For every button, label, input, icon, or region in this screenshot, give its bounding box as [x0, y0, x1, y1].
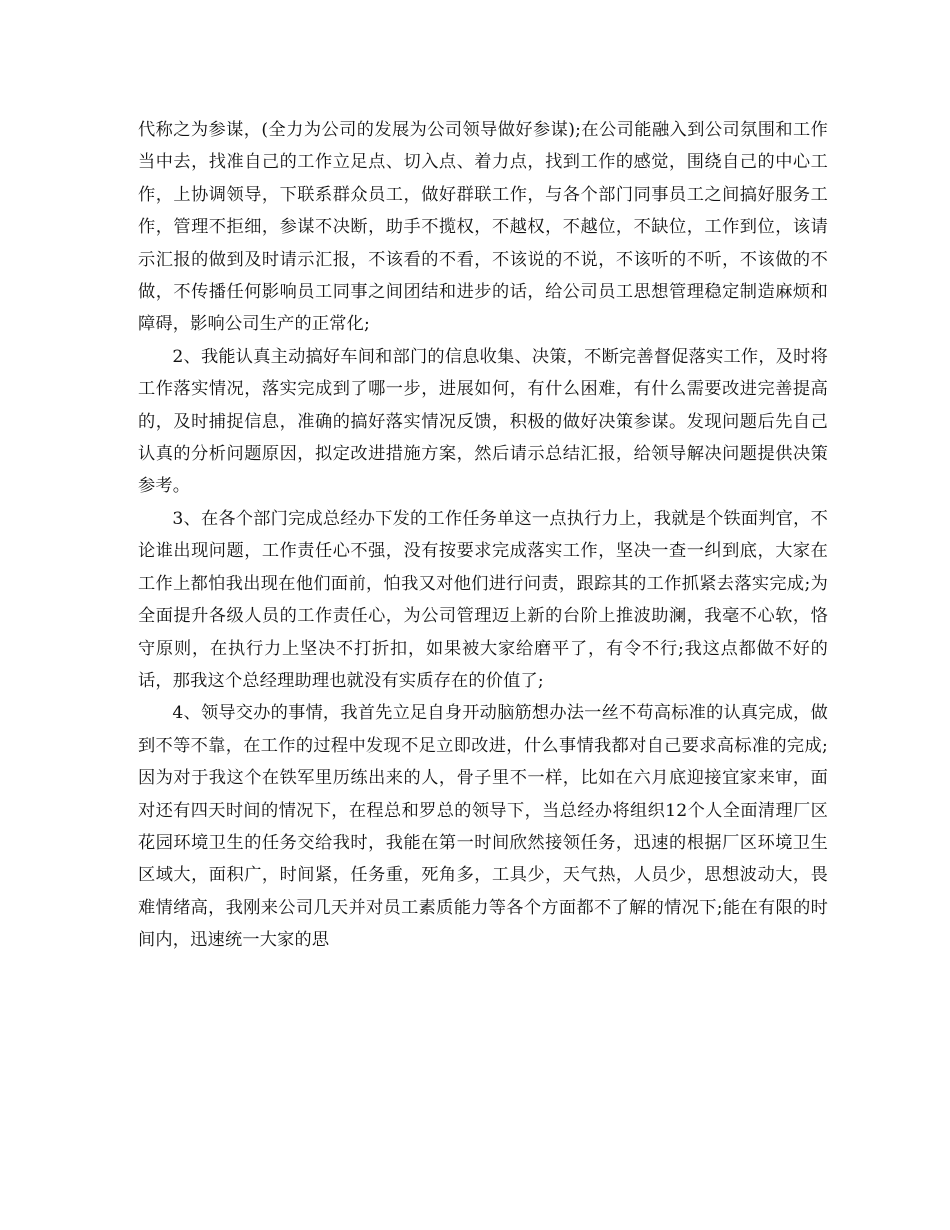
- paragraph-2: 2、我能认真主动搞好车间和部门的信息收集、决策，不断完善督促落实工作，及时将工作落实情况，落实完成到了哪一步，进展如何，有什么困难，有什么需要改进完善提高的，及时捕捉信息，准确的搞好落实情况反馈，积极的做好决策参谋。发现问题后先自己认真的分析问题原因，拟定改进措施方案，然后请示总结汇报，给领导解决问题提供决策参考。: [138, 346, 828, 497]
- paragraph-1: 代称之为参谋，(全力为公司的发展为公司领导做好参谋);在公司能融入到公司氛围和工作当中去，找准自己的工作立足点、切入点、着力点，找到工作的感觉，围绕自己的中心工作，上协调领导，下联系群众员工，做好群联工作，与各个部门同事员工之间搞好服务工作，管理不拒细，参谋不决断，助手不揽权，不越权，不越位，不缺位，工作到位，该请示汇报的做到及时请示汇报，不该看的不看，不该说的不说，不该听的不听，不该做的不做，不传播任何影响员工同事之间团结和进步的话，给公司员工思想管理稳定制造麻烦和障碍，影响公司生产的正常化;: [138, 120, 828, 335]
- document-body: [138, 114, 828, 957]
- paragraph-4: 4、领导交办的事情，我首先立足自身开动脑筋想办法一丝不苟高标准的认真完成，做到不等不靠，在工作的过程中发现不足立即改进，什么事情我都对自己要求高标准的完成;因为对于我这个在铁军里历练出来的人，骨子里不一样，比如在六月底迎接宜家来审，面对还有四天时间的情况下，在程总和罗总的领导下，当总经办将组织12个人全面清理厂区花园环境卫生的任务交给我时，我能在第一时间欣然接领任务，迅速的根据厂区环境卫生区域大，面积广，时间紧，任务重，死角多，工具少，天气热，人员少，思想波动大，畏难情绪高，我刚来公司几天并对员工素质能力等各个方面都不了解的情况下;能在有限的时间内，迅速统一大家的思: [138, 703, 828, 951]
- paragraph-3: 3、在各个部门完成总经办下发的工作任务单这一点执行力上，我就是个铁面判官，不论谁出现问题，工作责任心不强，没有按要求完成落实工作，坚决一查一纠到底，大家在工作上都怕我出现在他们面前，怕我又对他们进行问责，跟踪其的工作抓紧去落实完成;为全面提升各级人员的工作责任心，为公司管理迈上新的台阶上推波助澜，我毫不心软，恪守原则，在执行力上坚决不打折扣，如果被大家给磨平了，有令不行;我这点都做不好的话，那我这个总经理助理也就没有实质存在的价值了;: [138, 508, 828, 691]
